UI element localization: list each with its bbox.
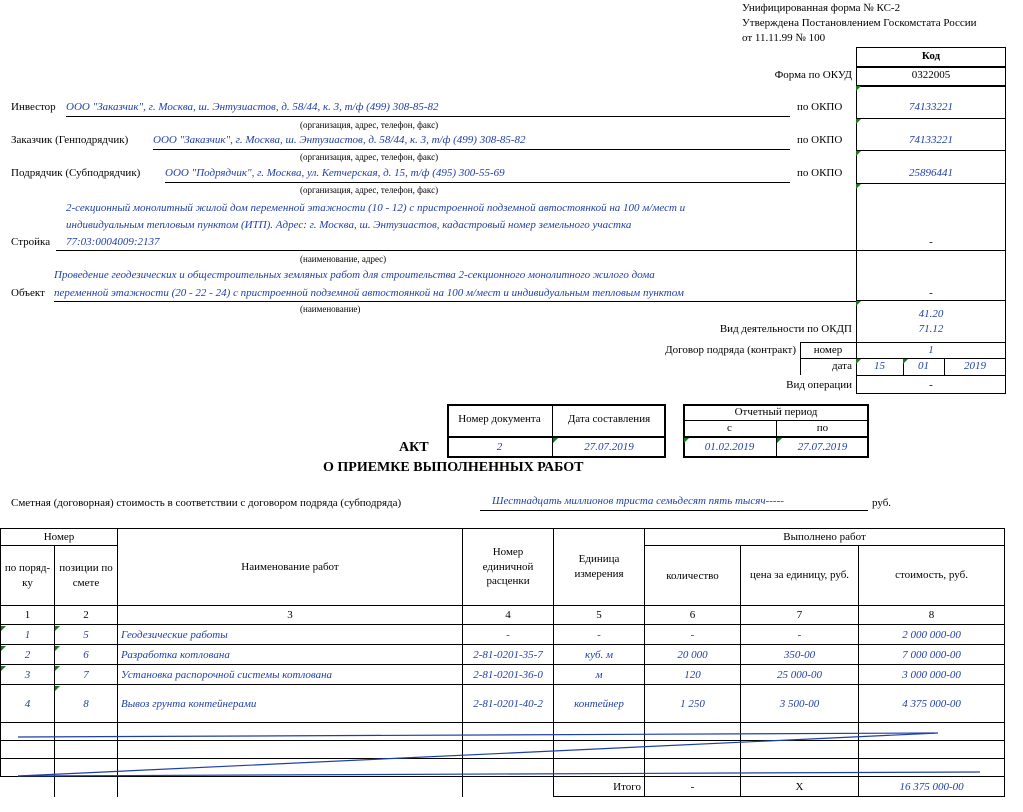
row-pos: 7 (55, 665, 118, 685)
contract-label: Договор подряда (контракт) (665, 344, 796, 356)
row-rate: 2-81-0201-40-2 (463, 685, 554, 723)
object-line-2: переменной этажности (20 - 22 - 24) с пристроенной подземной автостоянкой на 100 м/мест и индивидуальным тепловым пунктом (54, 287, 684, 299)
okpo-customer-label: по ОКПО (797, 134, 843, 146)
period-label: Отчетный период (734, 406, 818, 418)
contract-date-month: 01 (918, 360, 929, 372)
col-number: 4 (463, 606, 554, 625)
contract-date-label: дата (831, 360, 852, 372)
act-title: АКТ (399, 440, 429, 455)
customer-label: Заказчик (Генподрядчик) (11, 134, 129, 146)
row-cost: 7 000 000-00 (859, 645, 1005, 665)
cell-marker-icon (55, 646, 60, 651)
period-to: 27.07.2019 (797, 441, 848, 453)
okud-code: 0322005 (911, 69, 951, 81)
contract-date-year: 2019 (964, 360, 986, 372)
cell-marker-icon (856, 119, 861, 124)
okpo-contractor-label: по ОКПО (797, 167, 843, 179)
okpo-contractor: 25896441 (909, 167, 953, 179)
contractor-hint: (организация, адрес, телефон, факс) (300, 185, 439, 195)
row-price: - (741, 625, 859, 645)
cell-marker-icon (856, 151, 861, 156)
row-rate: 2-81-0201-35-7 (463, 645, 554, 665)
row-qty: - (645, 625, 741, 645)
cost-unit: руб. (872, 497, 892, 509)
header-cost: стоимость, руб. (859, 546, 1005, 606)
table-row (1, 685, 1005, 723)
header-name: Наименование работ (118, 529, 463, 606)
row-pos: 8 (55, 685, 118, 723)
doc-number-label: Номер документа (458, 413, 541, 425)
investor-hint: (организация, адрес, телефон, факс) (300, 120, 439, 130)
row-price: 350-00 (741, 645, 859, 665)
row-cost: 2 000 000-00 (859, 625, 1005, 645)
cell-marker-icon (684, 438, 689, 443)
row-name: Геодезические работы (118, 625, 463, 645)
stroika-hint: (наименование, адрес) (300, 254, 387, 264)
row-qty: 120 (645, 665, 741, 685)
okpo-investor: 74133221 (909, 101, 953, 113)
row-pos: 5 (55, 625, 118, 645)
table-row (1, 645, 1005, 665)
row-unit: контейнер (554, 685, 645, 723)
row-price: 3 500-00 (741, 685, 859, 723)
contract-number-label: номер (813, 344, 843, 356)
header-number: Номер (1, 529, 118, 546)
total-cost: 16 375 000-00 (859, 777, 1005, 797)
period-from-label: с (727, 422, 732, 434)
stroika-label: Стройка (11, 236, 51, 248)
cell-marker-icon (1, 626, 6, 631)
okpo-investor-label: по ОКПО (797, 101, 843, 113)
operation-label: Вид операции (786, 379, 852, 391)
cell-marker-icon (1, 646, 6, 651)
stroika-line-1: 2-секционный монолитный жилой дом переменной этажности (10 - 12) с пристроенной подземной автостоянкой на 100 м/мест и (66, 202, 686, 214)
form-line-2: Утверждена Постановлением Госкомстата России (742, 17, 977, 29)
empty-row (1, 723, 1005, 741)
col-number: 6 (645, 606, 741, 625)
okpo-customer: 74133221 (909, 134, 953, 146)
cell-marker-icon (903, 359, 908, 364)
row-n: 3 (1, 665, 55, 685)
col-number: 7 (741, 606, 859, 625)
cell-marker-icon (55, 686, 60, 691)
investor-value: ООО "Заказчик", г. Москва, ш. Энтузиастов, д. 58/44, к. 3, т/ф (499) 308-85-82 (66, 101, 439, 113)
row-qty: 20 000 (645, 645, 741, 665)
row-unit: м (554, 665, 645, 685)
stroika-line-3: 77:03:0004009:2137 (66, 236, 160, 248)
table-row (1, 665, 1005, 685)
header-rate: Номер единичной расценки (463, 529, 554, 606)
total-qty: - (645, 777, 741, 797)
cost-value: Шестнадцать миллионов триста семьдесят пять тысяч----- (492, 495, 784, 507)
cell-marker-icon (856, 184, 861, 189)
row-n: 2 (1, 645, 55, 665)
row-cost: 4 375 000-00 (859, 685, 1005, 723)
col-number: 8 (859, 606, 1005, 625)
cell-marker-icon (856, 86, 861, 91)
operation-code: - (929, 379, 933, 391)
act-subtitle: О ПРИЕМКЕ ВЫПОЛНЕННЫХ РАБОТ (323, 460, 584, 475)
period-from: 01.02.2019 (704, 441, 755, 453)
okdp-code-2: 71.12 (918, 323, 944, 335)
object-code: - (929, 287, 933, 299)
row-cost: 3 000 000-00 (859, 665, 1005, 685)
header-unit: Единица измерения (554, 529, 645, 606)
row-n: 1 (1, 625, 55, 645)
header-pos: позиции по смете (55, 546, 118, 606)
header-done: Выполнено работ (645, 529, 1005, 546)
col-number: 2 (55, 606, 118, 625)
contractor-label: Подрядчик (Субподрядчик) (11, 167, 141, 179)
total-price: Х (741, 777, 859, 797)
row-name: Вывоз грунта контейнерами (118, 685, 463, 723)
row-name: Установка распорочной системы котлована (118, 665, 463, 685)
cell-marker-icon (55, 666, 60, 671)
object-label: Объект (11, 287, 45, 299)
cell-marker-icon (553, 438, 558, 443)
row-unit: куб. м (554, 645, 645, 665)
cell-marker-icon (55, 626, 60, 631)
total-label: Итого (554, 777, 645, 797)
form-line-3: от 11.11.99 № 100 (742, 32, 826, 44)
cell-marker-icon (856, 359, 861, 364)
object-hint: (наименование) (300, 304, 361, 314)
col-number: 3 (118, 606, 463, 625)
okdp-code-1: 41.20 (918, 308, 944, 320)
okdp-label: Вид деятельности по ОКДП (719, 323, 852, 335)
stroika-line-2: индивидуальным тепловым пунктом (ИТП). Адрес: г. Москва, ш. Энтузиастов, кадастровый номер земельного участка (66, 219, 632, 231)
cell-marker-icon (1, 666, 6, 671)
row-rate: 2-81-0201-36-0 (463, 665, 554, 685)
header-pp: по поряд-ку (1, 546, 55, 606)
header-qty: количество (645, 546, 741, 606)
investor-label: Инвестор (11, 101, 56, 113)
row-pos: 6 (55, 645, 118, 665)
contract-number: 1 (928, 344, 934, 356)
col-number: 1 (1, 606, 55, 625)
customer-value: ООО "Заказчик", г. Москва, ш. Энтузиастов, д. 58/44, к. 3, т/ф (499) 308-85-82 (153, 134, 526, 146)
row-price: 25 000-00 (741, 665, 859, 685)
cost-label: Сметная (договорная) стоимость в соответствии с договором подряда (субподряда) (11, 497, 402, 509)
row-n: 4 (1, 685, 55, 723)
contractor-value: ООО "Подрядчик", г. Москва, ул. Кетчерская, д. 15, т/ф (495) 300-55-69 (165, 167, 505, 179)
row-name: Разработка котлована (118, 645, 463, 665)
table-row (1, 625, 1005, 645)
total-row (1, 777, 1005, 797)
code-title: Код (921, 50, 941, 62)
col-number: 5 (554, 606, 645, 625)
period-to-label: по (816, 422, 829, 434)
header-price: цена за единицу, руб. (741, 546, 859, 606)
cell-marker-icon (856, 301, 861, 306)
row-qty: 1 250 (645, 685, 741, 723)
okud-label: Форма по ОКУД (774, 69, 852, 81)
customer-hint: (организация, адрес, телефон, факс) (300, 152, 439, 162)
stroika-code: - (929, 236, 933, 248)
empty-row (1, 741, 1005, 759)
contract-date-day: 15 (874, 360, 885, 372)
form-line-1: Унифицированная форма № КС-2 (742, 2, 901, 14)
doc-date-label: Дата составления (567, 413, 651, 425)
doc-date: 27.07.2019 (584, 441, 634, 453)
object-line-1: Проведение геодезических и общестроительных земляных работ для строительства 2-секционного монолитного жилого дома (54, 269, 655, 281)
row-unit: - (554, 625, 645, 645)
works-table (0, 528, 1005, 797)
empty-row (1, 759, 1005, 777)
row-rate: - (463, 625, 554, 645)
doc-number: 2 (496, 441, 503, 453)
cell-marker-icon (777, 438, 782, 443)
